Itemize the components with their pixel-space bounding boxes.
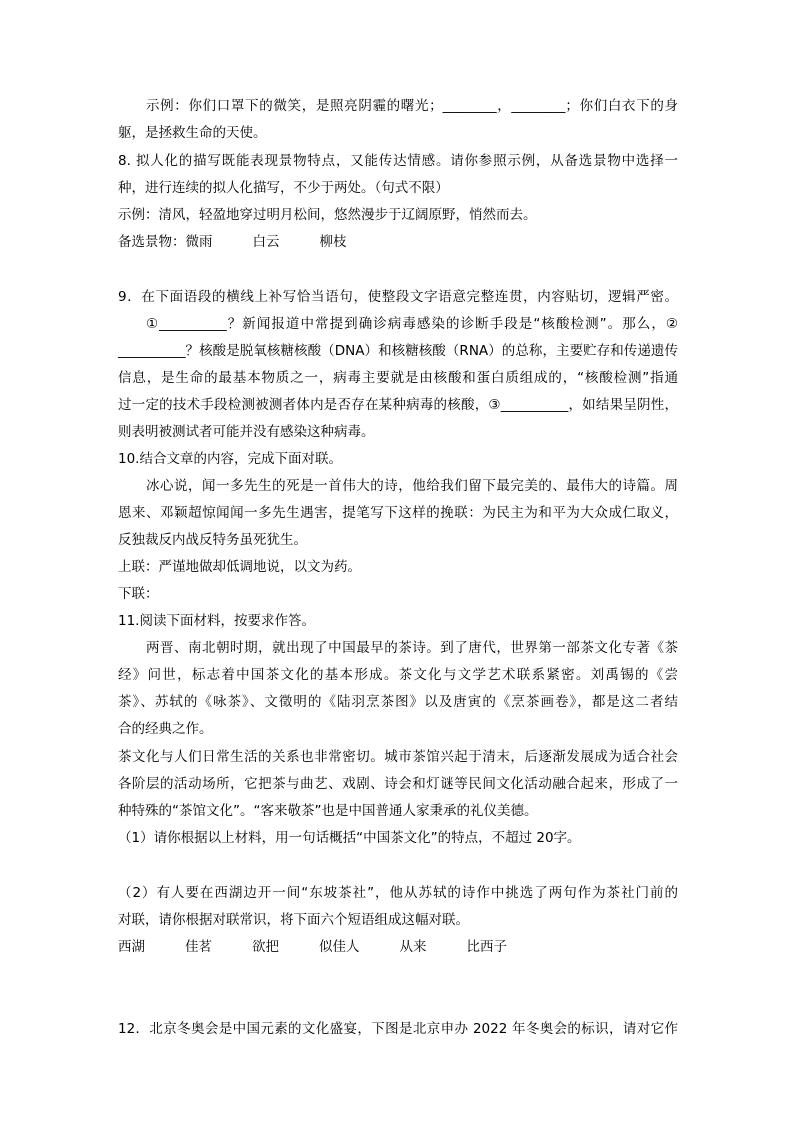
phrase: 佳茗 (185, 939, 212, 955)
phrase: 似佳人 (319, 939, 360, 955)
text-line: 示例：你们口罩下的微笑，是照亮阴霾的曙光；________，________；你们白衣下的身 (146, 98, 678, 114)
text-line: ①__________？新闻报道中常提到确诊病毒感染的诊断手段是“核酸检测”。那么，② (146, 316, 678, 332)
text-line: 茶》、苏轼的《咏茶》、文徵明的《陆羽烹茶图》以及唐寅的《烹茶画卷》，都是这二者结 (118, 694, 678, 710)
text-line: 合的经典之作。 (118, 721, 213, 737)
sub-question-2: （2）有人要在西湖边开一间“东坡茶社”，他从苏轼的诗作中挑选了两句作为茶社门前的 (118, 885, 678, 901)
question-12: 12．北京冬奥会是中国元素的文化盛宴，下图是北京申办 2022 年冬奥会的标识，请对它作 (118, 1021, 678, 1037)
text-line: 种特殊的“茶馆文化”。“客来敬茶”也是中国普通人家秉承的礼仪美德。 (118, 803, 538, 819)
phrase: 从来 (399, 939, 427, 955)
text-line: 种，进行连续的拟人化描写，不少于两处。（句式不限） (118, 180, 449, 196)
text-line: 两晋、南北朝时期，就出现了中国最早的茶诗。到了唐代，世界第一部茶文化专著《茶 (146, 640, 678, 656)
sub-question-1: （1）请你根据以上材料，用一句话概括“中国茶文化”的特点，不超过 20字。 (118, 830, 581, 846)
lower-couplet: 下联： (118, 586, 159, 602)
text-line: 反独裁反内战反特务虽死犹生。 (118, 532, 307, 548)
option-item: 白云 (252, 234, 280, 250)
text-line: 茶文化与人们日常生活的关系也非常密切。城市茶馆兴起于清末，后逐渐发展成为适合社会 (118, 749, 678, 765)
question-11: 11.阅读下面材料，按要求作答。 (118, 613, 315, 629)
question-8: 8. 拟人化的描写既能表现景物特点，又能传达情感。请你参照示例，从备选景物中选择一 (118, 153, 678, 169)
question-9: 9．在下面语段的横线上补写恰当语句，使整段文字语意完整连贯，内容贴切，逻辑严密。 (118, 289, 678, 305)
phrase-list (118, 937, 678, 957)
text-line: 对联，请你根据对联常识，将下面六个短语组成这幅对联。 (118, 912, 469, 928)
text-line: 冰心说，闻一多先生的死是一首伟大的诗，他给我们留下最完美的、最伟大的诗篇。周 (146, 478, 678, 494)
text-line: 过一定的技术手段检测被测者体内是否存在某种病毒的核酸，③__________，如结果呈阴性， (118, 397, 678, 413)
upper-couplet: 上联：严谨地做却低调地说，以文为药。 (118, 559, 361, 575)
text-line: 躯，是拯救生命的天使。 (118, 125, 267, 141)
text-line: 经》问世，标志着中国茶文化的基本形成。茶文化与文学艺术联系紧密。刘禹锡的《尝 (118, 667, 678, 683)
text-line: 信息，是生命的最基本物质之一，病毒主要就是由核酸和蛋白质组成的，“核酸检测”指通 (118, 370, 678, 386)
option-label: 备选景物：微雨 (118, 234, 213, 250)
example-line: 示例：清风，轻盈地穿过明月松间，悠然漫步于辽阔原野，悄然而去。 (118, 207, 537, 223)
option-item: 柳枝 (319, 234, 347, 250)
phrase: 欲把 (252, 939, 279, 955)
question-10: 10.结合文章的内容，完成下面对联。 (118, 451, 342, 467)
text-line: 各阶层的活动场所，它把茶与曲艺、戏剧、诗会和灯谜等民间文化活动融合起来，形成了一 (118, 776, 678, 792)
text-line: 恩来、邓颖超惊闻闻一多先生遇害，提笔写下这样的挽联：为民主为和平为大众成仁取义， (118, 505, 678, 521)
text-line: __________？核酸是脱氧核糖核酸（DNA）和核糖核酸（RNA）的总称，主要贮存和传递遗传 (118, 343, 678, 359)
options-line (118, 232, 678, 252)
phrase: 比西子 (466, 939, 507, 955)
text-line: 则表明被测试者可能并没有感染这种病毒。 (118, 424, 375, 440)
phrase: 西湖 (118, 939, 145, 955)
